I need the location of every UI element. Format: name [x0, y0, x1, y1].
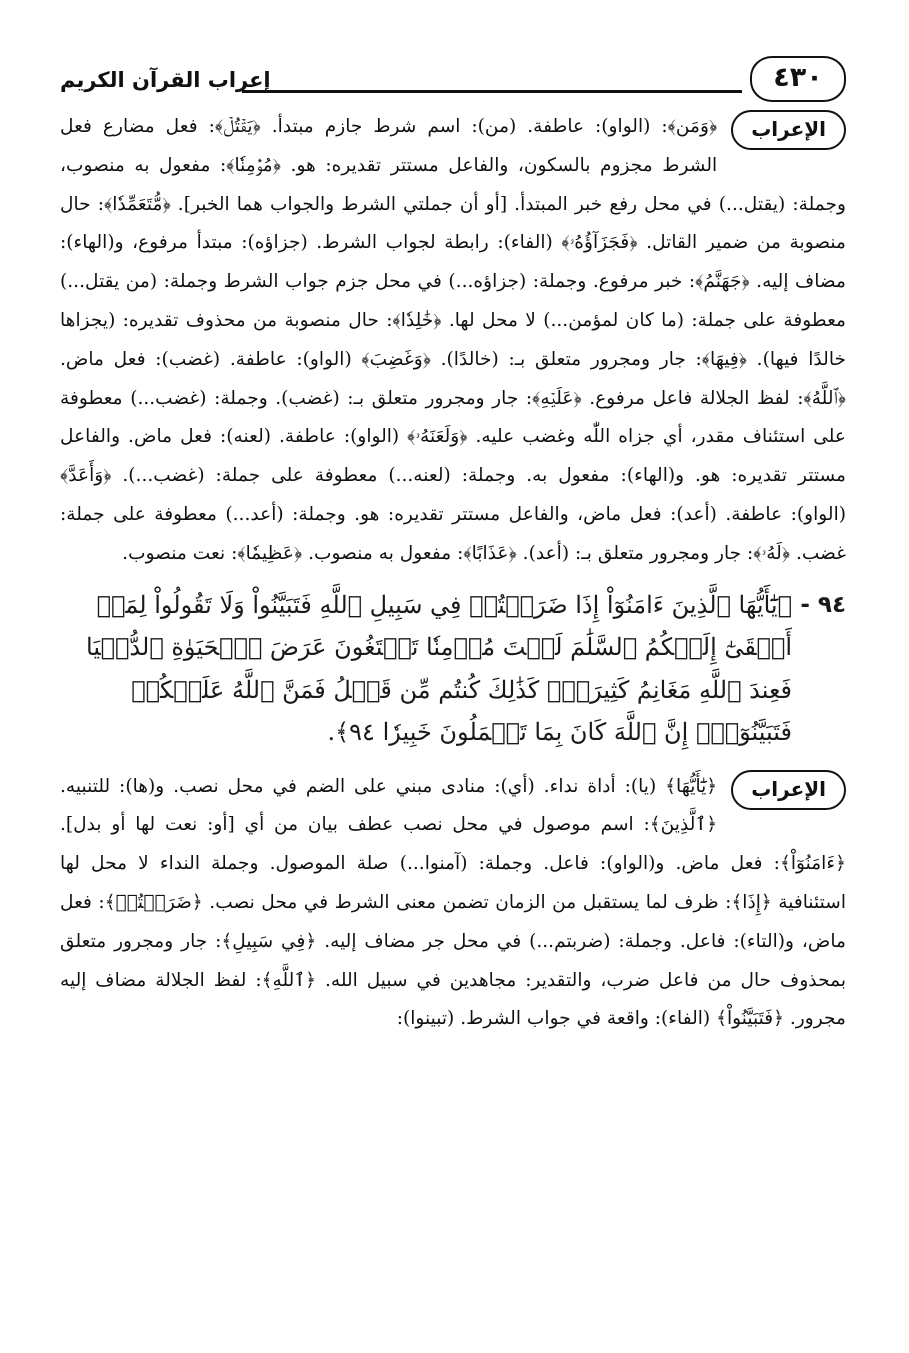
irab-section-2 [60, 768, 846, 1040]
quran-verse [60, 584, 846, 754]
verse-number: ٩٤ - [800, 591, 846, 618]
irab-section-1 [60, 108, 846, 574]
irab-text: ﴿يَٰٓأَيُّهَا﴾ (يا): أداة نداء. (أي): منادى مبني على الضم في محل نصب. و(ها): للتنبيه. ﴿ٱلَّذِينَ﴾: اسم موصول في محل نصب عطف بيان من أي [أو: نعت لها أو بدل]. ﴿ءَامَنُوٓاْ﴾: فعل ماض. و(الواو): فاعل. وجملة: (آمنوا...) صلة الموصول. وجملة النداء لا محل لها استئنافية ﴿إِذَا﴾: ظرف لما يستقبل من الزمان تضمن معنى الشرط في محل نصب. ﴿ضَرَبۡتُمۡ﴾: فعل ماض، و(التاء): فاعل. وجملة: (ضربتم...) في محل جر مضاف إليه. ﴿فِي سَبِيلِ﴾: جار ومجرور متعلق بمحذوف حال من فاعل ضرب، والتقدير: مجاهدين في سبيل الله. ﴿ٱللَّهِ﴾: لفظ الجلالة مضاف إليه مجرور. ﴿فَتَبَيَّنُواْ﴾ (الفاء): واقعة في جواب الشرط. (تبينوا): [60, 775, 846, 1030]
verse-text: ﴿يَٰٓأَيُّهَا ٱلَّذِينَ ءَامَنُوٓاْ إِذَا ضَرَبۡتُمۡ فِي سَبِيلِ ٱللَّهِ فَتَبَيَّنُواْ وَلَا تَقُولُواْ لِمَنۡ أَلۡقَىٰٓ إِلَيۡكُمُ ٱلسَّلَٰمَ لَسۡتَ مُؤۡمِنٗا تَبۡتَغُونَ عَرَضَ ٱلۡحَيَوٰةِ ٱلدُّنۡيَا فَعِندَ ٱللَّهِ مَغَانِمُ كَثِيرَةٞۚ كَذَٰلِكَ كُنتُم مِّن قَبۡلُ فَمَنَّ ٱللَّهُ عَلَيۡكُمۡ فَتَبَيَّنُوٓاْۚ إِنَّ ٱللَّهَ كَانَ بِمَا تَعۡمَلُونَ خَبِيرٗا ٩٤﴾. [86, 590, 792, 747]
page-number: ٤٣٠ [750, 56, 846, 102]
header-rule [242, 90, 742, 93]
irab-text: ﴿وَمَن﴾: (الواو): عاطفة. (من): اسم شرط جازم مبتدأ. ﴿يَقۡتُلۡ﴾: فعل مضارع فعل الشرط مجزوم بالسكون، والفاعل مستتر تقديره: هو. ﴿مُؤۡمِنٗا﴾: مفعول به منصوب، وجملة: (يقتل...) في محل رفع خبر المبتدأ. [أو أن جملتي الشرط والجواب هما الخبر]. ﴿مُّتَعَمِّدٗا﴾: حال منصوبة من ضمير القاتل. ﴿فَجَزَآؤُهُۥ﴾ (الفاء): رابطة لجواب الشرط. (جزاؤه): مبتدأ مرفوع، و(الهاء): مضاف إليه. ﴿جَهَنَّمُ﴾: خبر مرفوع. وجملة: (جزاؤه...) في محل جزم جواب الشرط وجملة: (من يقتل...) معطوفة على جملة: (ما كان لمؤمن...) لا محل لها. ﴿خَٰلِدٗا﴾: حال منصوبة من محذوف تقديره: (يجزاها خالدًا فيها). ﴿فِيهَا﴾: جار ومجرور متعلق بـ: (خالدًا). ﴿وَغَضِبَ﴾ (الواو): عاطفة. (غضب): فعل ماض. ﴿ٱللَّهُ﴾: لفظ الجلالة فاعل مرفوع. ﴿عَلَيۡهِ﴾: جار ومجرور متعلق بـ: (غضب). وجملة: (غضب...) معطوفة على استئناف مقدر، أي جزاه اللّٰه وغضب عليه. ﴿وَلَعَنَهُۥ﴾ (الواو): عاطفة. (لعنه): فعل ماض. والفاعل مستتر تقديره: هو. و(الهاء): مفعول به. وجملة: (لعنه...) معطوفة على جملة: (غضب...). ﴿وَأَعَدَّ﴾ (الواو): عاطفة. (أعد): فعل ماض، والفاعل مستتر تقديره: هو. وجملة: (أعد...) معطوفة على جملة: غضب. ﴿لَهُۥ﴾: جار ومجرور متعلق بـ: (أعد). ﴿عَذَابًا﴾: مفعول به منصوب. ﴿عَظِيمٗا﴾: نعت منصوب. [60, 116, 846, 564]
irab-label: الإعراب [731, 110, 846, 150]
page-header [60, 50, 846, 108]
irab-label: الإعراب [731, 770, 846, 810]
book-page [60, 50, 846, 1039]
running-title: إعراب القرآن الكريم [60, 68, 271, 92]
